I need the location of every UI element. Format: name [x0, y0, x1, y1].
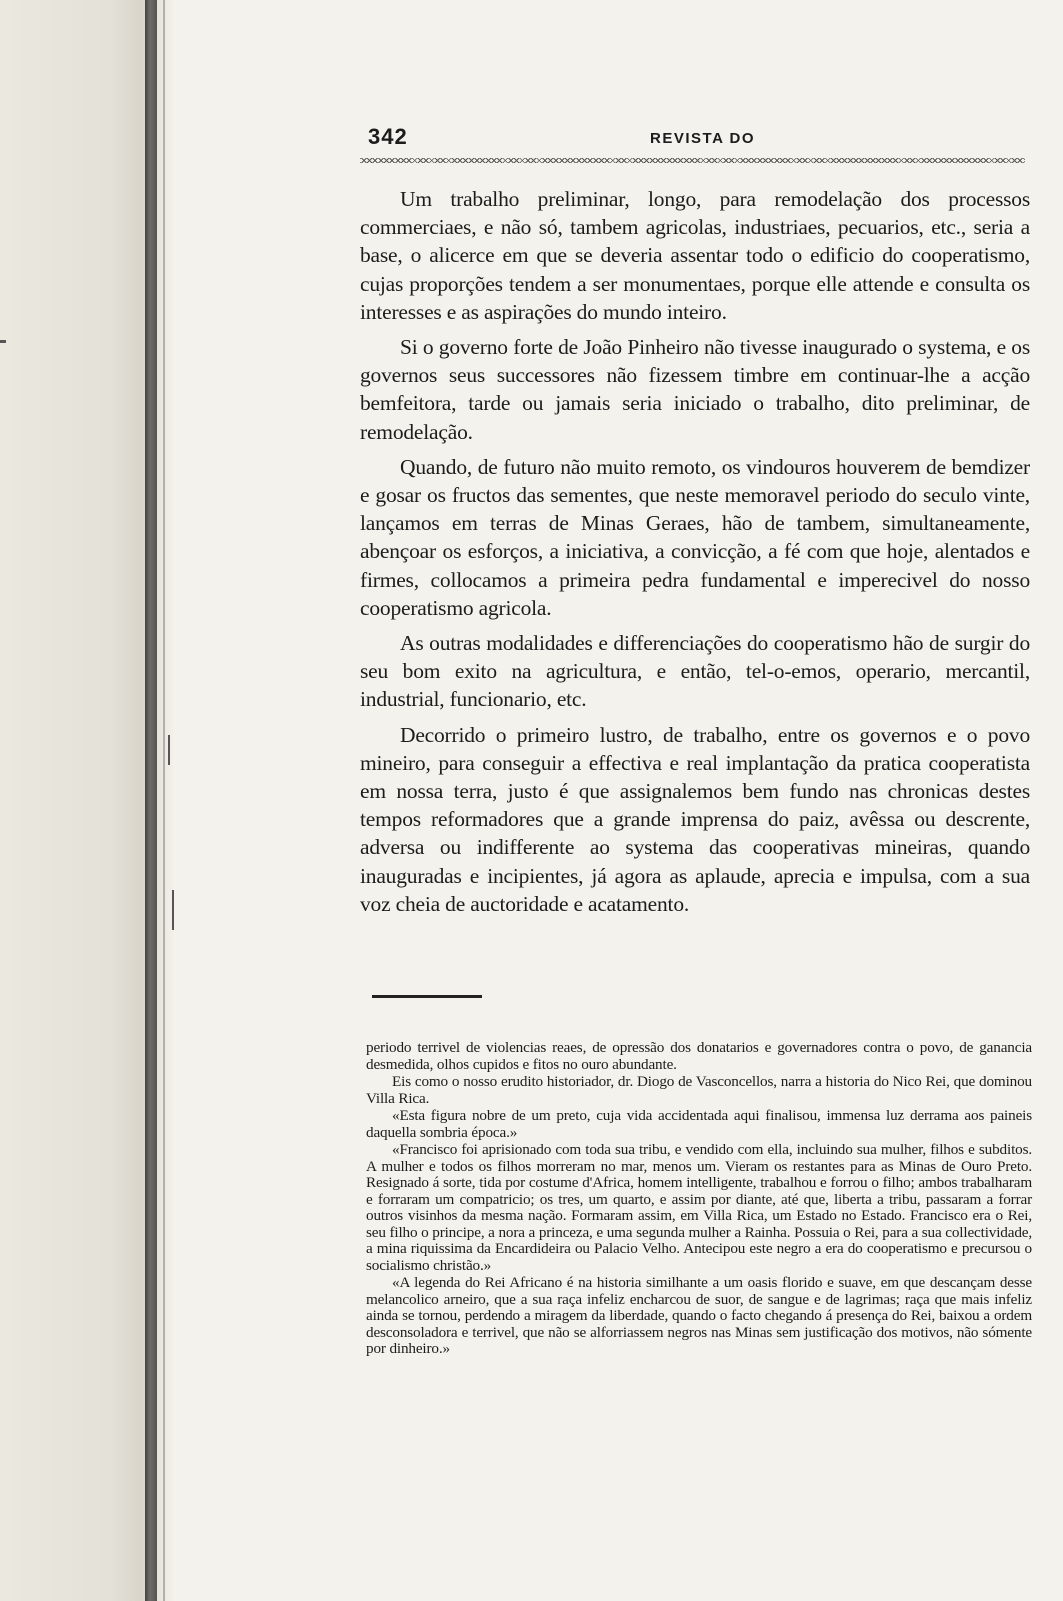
- footnote-paragraph: Eis como o nosso erudito historiador, dr. Diogo de Vasconcellos, narra a historia do Nico Rei, que dominou Villa Rica.: [366, 1073, 1032, 1107]
- footnotes: [366, 1040, 1032, 1359]
- body-paragraph: Quando, de futuro não muito remoto, os vindouros houverem de bemdizer e gosar os fructos das sementes, que neste memoravel periodo do seculo vinte, lançamos em terras de Minas Geraes, hão de tambem, simultaneamente, abençoar os esforços, a iniciativa, a convicção, a fé com que hoje, alentados e firmes, collocamos a primeira pedra fundamental e imperecivel do nosso cooperatismo agricola.: [360, 454, 1030, 620]
- body-text: [360, 185, 1030, 918]
- margin-mark: [168, 735, 170, 765]
- running-title: REVISTA DO: [650, 130, 756, 147]
- book-spine-line: [163, 0, 165, 1601]
- footnote-paragraph: «Esta figura nobre de um preto, cuja vida accidentada aqui finalisou, immensa luz derrama aos paineis daquella sombria época.»: [366, 1107, 1032, 1141]
- margin-mark: [172, 890, 174, 930]
- header-rule: [360, 158, 1025, 163]
- margin-mark: [0, 340, 6, 343]
- page: [360, 118, 1030, 925]
- footnote-rule: [372, 995, 482, 998]
- footnote-paragraph: «A legenda do Rei Africano é na historia similhante a um oasis florido e suave, em que descançam desse melancolico arneiro, que a sua raça infeliz encharcou de suor, de sangue e de lagrimas; raça que mais infeliz ainda se tornou, perdendo a miragem da liberdade, quando o facto chegando á presença do Rei, baixou a ordem desconsoladora e terrivel, que não se alforriassem negros nas Minas sem justificação dos motivos, não sómente por dinheiro.»: [366, 1274, 1032, 1357]
- footnote-continuation: periodo terrivel de violencias reaes, de opressão dos donatarios e governadores contra o povo, de ganancia desmedida, olhos cupidos e fitos no ouro abundante.: [366, 1039, 1032, 1073]
- page-header: [360, 118, 1030, 152]
- footnote-paragraph: «Francisco foi aprisionado com toda sua tribu, e vendido com ella, incluindo sua mulher, filhos e subditos. A mulher e todos os filhos morreram no mar, menos um. Vieram os restantes para as Minas de Ouro Preto. Resignado á sorte, tida por costume d'Africa, homem intelligente, trabalhou e forrou o filho; ambos trabalharam e forraram um compatricio; os tres, um quarto, e assim por diante, até que, liberta a tribu, passaram a forrar outros visinhos da mesma nação. Formaram assim, em Villa Rica, um Estado no Estado. Francisco era o Rei, seu filho o principe, a nora a princeza, e uma segunda mulher a Rainha. Possuia o Rei, para a sua collectividade, a mina riquissima da Encardideira ou Palacio Velho. Antecipou este negro a era do cooperatismo e precursou o socialismo christão.»: [366, 1141, 1032, 1274]
- body-paragraph: As outras modalidades e differenciações do cooperatismo hão de surgir do seu bom exito na agricultura, e então, tel-o-emos, operario, mercantil, industrial, funcionario, etc.: [360, 631, 1030, 712]
- body-paragraph: Um trabalho preliminar, longo, para remodelação dos processos commerciaes, e não só, tambem agricolas, industriaes, pecuarios, etc., seria a base, o alicerce em que se deveria assentar todo o edificio do cooperatismo, cujas proporções tendem a ser monumentaes, porque elle attende e consulta os interesses e as aspirações do mundo inteiro.: [360, 187, 1030, 324]
- book-spine-edge: [145, 0, 157, 1601]
- page-number: 342: [368, 124, 408, 149]
- body-paragraph: Decorrido o primeiro lustro, de trabalho, entre os governos e o povo mineiro, para conseguir a effectiva e real implantação da pratica cooperatista em nossa terra, justo é que assignalemos bem fundo nas chronicas destes tempos reformadores que a grande imprensa do paiz, avêssa ou descrente, adversa ou indifferente ao systema das cooperativas mineiras, quando inauguradas e incipientes, já agora as aplaude, aprecia e impulsa, com a sua voz cheia de auctoridade e acatamento.: [360, 722, 1030, 916]
- body-paragraph: Si o governo forte de João Pinheiro não tivesse inaugurado o systema, e os governos seus successores não fizessem timbre em continuar-lhe a acção bemfeitora, tarde ou jamais seria iniciado o trabalho, dito preliminar, de remodelação.: [360, 335, 1030, 444]
